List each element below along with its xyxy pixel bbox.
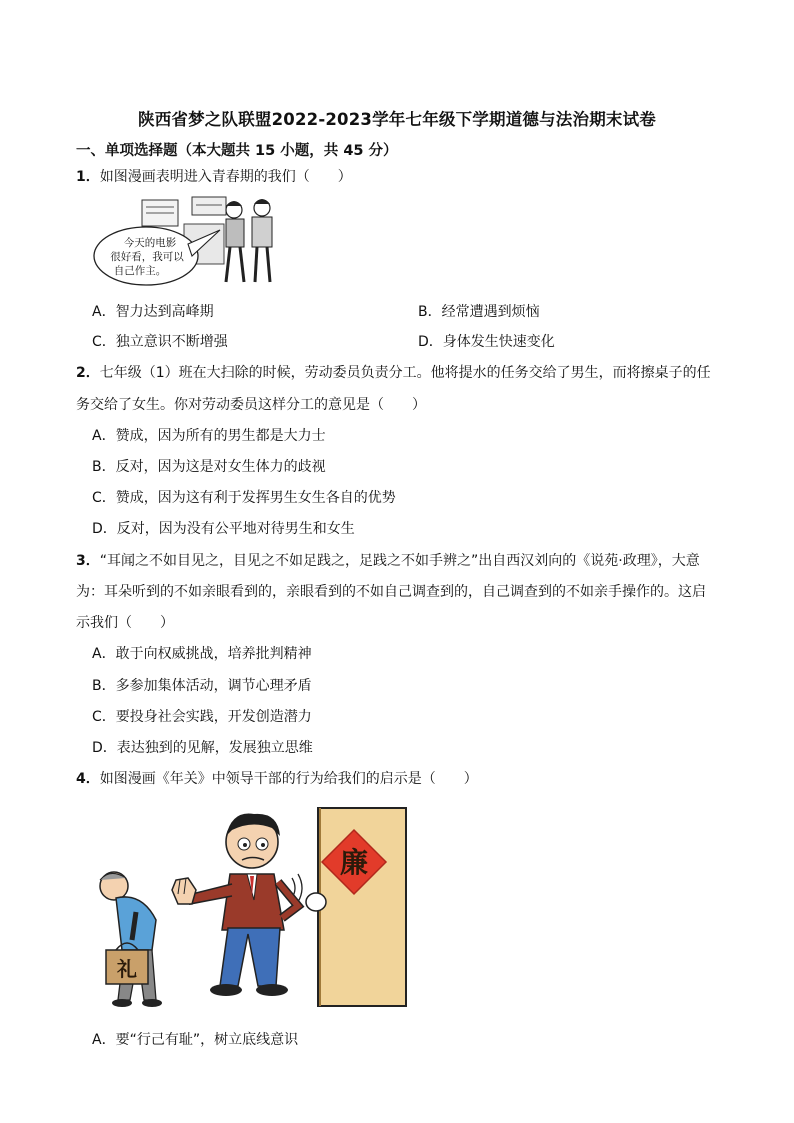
question-3	[76, 550, 700, 570]
question-number: 1．	[76, 169, 100, 185]
option-2d: D．反对，因为没有公平地对待男生和女生	[92, 521, 355, 537]
cartoon-youth-image	[92, 194, 284, 290]
bubble-line-3: 自己作主。	[113, 265, 167, 277]
option-1d: D．身体发生快速变化	[418, 334, 555, 350]
question-number: 3．	[76, 553, 100, 569]
option-3b: B．多参加集体活动，调节心理矛盾	[92, 678, 312, 694]
question-text: 如图漫画《年关》中领导干部的行为给我们的启示是（ ）	[99, 771, 478, 787]
question-2-line-2: 务交给了女生。你对劳动委员这样分工的意见是（ ）	[76, 397, 426, 413]
section-heading: 一、单项选择题（本大题共 15 小题，共 45 分）	[76, 143, 398, 159]
question-text: 七年级（1）班在大扫除的时候，劳动委员负责分工。他将提水的任务交给了男生，而将擦桌子的任	[99, 365, 711, 381]
bubble-line-1: 今天的电影	[123, 237, 177, 249]
option-3c: C．要投身社会实践，开发创造潜力	[92, 709, 312, 725]
option-1c: C．独立意识不断增强	[92, 334, 228, 350]
option-1b: B．经常遭遇到烦恼	[418, 304, 540, 320]
question-text: 如图漫画表明进入青春期的我们（ ）	[99, 169, 352, 185]
question-2	[76, 362, 711, 382]
question-1	[76, 166, 352, 186]
door-character: 廉	[339, 846, 369, 879]
question-3-line-2: 为：耳朵听到的不如亲眼看到的，亲眼看到的不如自己调查到的，自己调查到的不如亲手操作的。这启	[76, 584, 706, 600]
option-2a: A．赞成，因为所有的男生都是大力士	[92, 428, 326, 444]
bubble-line-2: 很好看，我可以	[110, 251, 184, 263]
question-3-line-3: 示我们（ ）	[76, 615, 174, 631]
question-number: 4．	[76, 771, 100, 787]
question-number: 2．	[76, 365, 100, 381]
option-3a: A．敢于向权威挑战，培养批判精神	[92, 646, 312, 662]
gift-character: 礼	[117, 957, 137, 981]
option-4a: A．要“行己有耻”，树立底线意识	[92, 1032, 299, 1048]
question-text: “耳闻之不如目见之，目见之不如足践之，足践之不如手辨之”出自西汉刘向的《说苑·政理》，大意	[99, 553, 700, 569]
option-3d: D．表达独到的见解，发展独立思维	[92, 740, 313, 756]
question-4	[76, 768, 478, 788]
option-2c: C．赞成，因为这有利于发挥男生女生各自的优势	[92, 490, 396, 506]
page-title: 陕西省梦之队联盟2022-2023学年七年级下学期道德与法治期末试卷	[138, 110, 656, 129]
option-1a: A．智力达到高峰期	[92, 304, 214, 320]
cartoon-new-year-image	[92, 800, 412, 1015]
option-2b: B．反对，因为这是对女生体力的歧视	[92, 459, 326, 475]
